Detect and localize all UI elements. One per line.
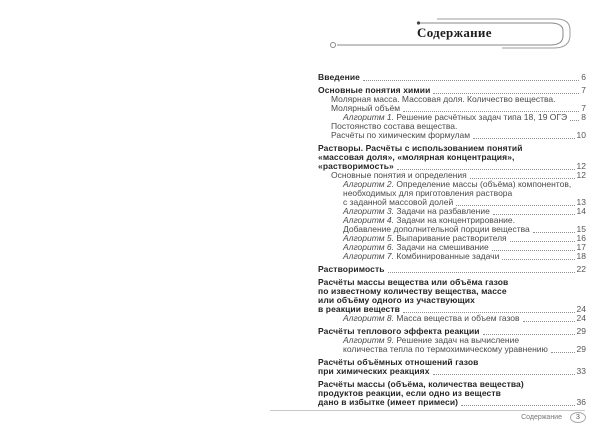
algorithm-label: Алгоритм 4.: [343, 215, 397, 225]
dot-leader: [433, 367, 575, 375]
toc-entry: [318, 144, 586, 171]
toc-entry-text: Алгоритм 3. Задачи на разбавление: [343, 206, 490, 216]
toc-entry: [318, 73, 586, 82]
algorithm-label: Алгоритм 1.: [343, 112, 397, 122]
toc-page-number: 7: [581, 85, 586, 95]
dot-leader: [363, 73, 579, 81]
toc-entry: [318, 265, 586, 274]
toc-page-number: 29: [576, 344, 586, 354]
toc-entry-line: [331, 131, 586, 140]
page-title: Содержание: [417, 25, 492, 40]
toc-entry-text: в реакции веществ: [318, 304, 400, 314]
toc-entry-text: необходимых для приготовления раствора: [343, 188, 513, 198]
dot-leader: [510, 234, 575, 242]
algorithm-label: Алгоритм 3.: [343, 206, 397, 216]
toc-entry-text: Алгоритм 8. Масса вещества и объем газов: [343, 313, 520, 323]
toc-list: [318, 73, 586, 407]
dot-leader: [570, 113, 579, 121]
toc-entry-text: Алгоритм 6. Задачи на смешивание: [343, 242, 489, 252]
toc-page-number: 22: [576, 264, 586, 274]
toc-page-number: 16: [576, 233, 586, 243]
toc-entry-text: количества тепла по термохимическому уравнению: [343, 344, 548, 354]
toc-entry-text: Постоянство состава вещества.: [331, 121, 458, 131]
toc-entry-text: продуктов реакции, если одно из веществ: [318, 388, 501, 398]
toc-entry-text: Алгоритм 4. Задачи на концентрирование.: [343, 215, 515, 225]
contents-header-frame: [0, 0, 600, 60]
toc-entry-text: Растворы. Расчёты с использованием понятий: [318, 143, 523, 153]
toc-entry: [318, 336, 586, 354]
algorithm-label: Алгоритм 6.: [343, 242, 397, 252]
dot-leader: [523, 314, 575, 322]
dot-leader: [461, 398, 574, 406]
footer-rule: [270, 410, 585, 411]
algorithm-label: Алгоритм 5.: [343, 233, 397, 243]
toc-entry-line: [318, 367, 586, 376]
toc-page-number: 18: [576, 251, 586, 261]
toc-page-number: 14: [576, 206, 586, 216]
toc-entry-text: с заданной массовой долей: [343, 197, 454, 207]
dot-leader: [493, 207, 575, 215]
toc-page-number: 6: [581, 72, 586, 82]
toc-entry-text: Молярная масса. Массовая доля. Количество вещества.: [331, 94, 556, 104]
toc-entry-text: Алгоритм 2. Определение массы (объёма) компонентов,: [343, 179, 572, 189]
toc-entry-text: Введение: [318, 72, 360, 82]
toc-entry-text: Основные понятия химии: [318, 85, 431, 95]
algorithm-label: Алгоритм 2.: [343, 179, 397, 189]
toc-page-number: 24: [576, 304, 586, 314]
toc-entry-text: по известному количеству вещества, массе: [318, 286, 507, 296]
header-line-end-circle: [331, 43, 336, 48]
dot-leader: [433, 86, 579, 94]
toc-entry-text: Алгоритм 7. Комбинированные задачи: [343, 251, 500, 261]
toc-page-number: 15: [576, 224, 586, 234]
dot-leader: [403, 305, 575, 313]
footer-page-number: 3: [570, 412, 586, 423]
toc-entry-text: Алгоритм 1. Решение расчётных задач типа 18, 19 ОГЭ: [343, 112, 568, 122]
toc-entry-text: Расчёты массы (объёма, количества вещества): [318, 379, 524, 389]
toc-page-number: 12: [576, 161, 586, 171]
toc-page-number: 36: [576, 397, 586, 407]
toc-entry: [318, 95, 586, 113]
toc-page-number: 12: [576, 170, 586, 180]
toc-entry-text: «растворимость»: [318, 161, 394, 171]
dot-leader: [483, 327, 575, 335]
footer-section-label: Содержание: [521, 414, 562, 421]
toc-entry-text: Расчёты теплового эффекта реакции: [318, 326, 480, 336]
toc-page-number: 29: [576, 326, 586, 336]
dot-leader: [403, 104, 579, 112]
toc-entry: [318, 180, 586, 207]
toc-entry-text: или объёму одного из участвующих: [318, 295, 475, 305]
toc-page-number: 7: [581, 103, 586, 113]
toc-entry-text: Основные понятия и определения: [331, 170, 467, 180]
dot-leader: [492, 243, 575, 251]
dot-leader: [456, 198, 574, 206]
algorithm-label: Алгоритм 9.: [343, 335, 397, 345]
toc-page-number: 24: [576, 313, 586, 323]
toc-entry-text: дано в избытке (имеет примеси): [318, 397, 459, 407]
dot-leader: [473, 131, 574, 139]
toc-page-number: 13: [576, 197, 586, 207]
toc-entry-line: [318, 398, 586, 407]
dot-leader: [502, 252, 574, 260]
toc-entry-line: [318, 73, 586, 82]
toc-page-number: 17: [576, 242, 586, 252]
toc-page-number: 33: [576, 366, 586, 376]
toc-entry-text: Алгоритм 9. Решение задач на вычисление: [343, 335, 520, 345]
toc-entry: [318, 216, 586, 234]
toc-entry-text: Молярный объём: [331, 103, 401, 113]
toc-entry-text: Добавление дополнительной порции вещества: [343, 224, 530, 234]
dot-leader: [397, 162, 575, 170]
dot-leader: [388, 265, 575, 273]
dot-leader: [470, 171, 575, 179]
toc-entry-text: «массовая доля», «молярная концентрация»,: [318, 152, 515, 162]
toc-entry-line: [318, 265, 586, 274]
toc-page-number: 8: [581, 112, 586, 122]
toc-entry: [318, 122, 586, 140]
toc-entry-text: при химических реакциях: [318, 366, 430, 376]
algorithm-label: Алгоритм 7.: [343, 251, 397, 261]
toc-entry-line: [343, 252, 586, 261]
toc-entry: [318, 358, 586, 376]
toc-entry-text: Расчёты по химическим формулам: [331, 130, 471, 140]
toc-entry-line: [343, 314, 586, 323]
toc-entry: [318, 314, 586, 323]
algorithm-label: Алгоритм 8.: [343, 313, 397, 323]
toc-page-number: 10: [576, 130, 586, 140]
toc-entry: [318, 278, 586, 314]
dot-leader: [533, 225, 575, 233]
footer: [300, 412, 586, 423]
toc-entry-text: Алгоритм 5. Выпаривание растворителя: [343, 233, 507, 243]
toc-entry: [318, 380, 586, 407]
dot-leader: [551, 345, 575, 353]
toc-entry-text: Растворимость: [318, 264, 385, 274]
toc-entry: [318, 252, 586, 261]
toc-entry-text: Расчёты массы вещества или объёма газов: [318, 277, 509, 287]
toc-entry-text: Расчёты объёмных отношений газов: [318, 357, 479, 367]
toc-entry-line: [343, 345, 586, 354]
